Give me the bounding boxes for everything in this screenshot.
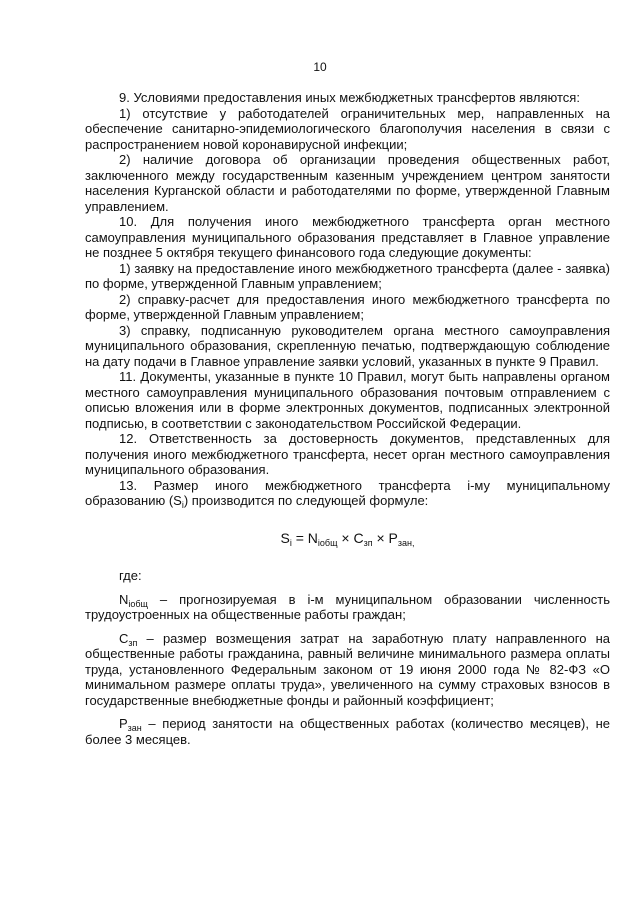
where-label: где: <box>119 568 142 583</box>
definition-p <box>85 716 610 747</box>
page-number: 10 <box>313 60 327 74</box>
paragraph-10: 10. Для получения иного межбюджетного трансферта орган местного самоуправления муниципального образования представляет в Главное управление не позднее 5 октября текущего финансового года следующие документы: <box>85 214 610 260</box>
formula-c-sub: зп <box>363 537 373 548</box>
paragraph-10-item-3: 3) справку, подписанную руководителем органа местного самоуправления муниципального образования, скрепленную печатью, подтверждающую соблюдение на дату подачи в Главное управление заявки условий, указанных в пункте 9 Правил. <box>85 322 610 369</box>
formula-p-sub: зан, <box>397 537 415 548</box>
paragraph-10-item-1: 1) заявку на предоставление иного межбюджетного трансферта (далее - заявка) по форме, утвержденной Главным управлением; <box>85 260 610 291</box>
paragraph-13-subscript: i <box>181 500 184 510</box>
definition-c-symbol: C <box>119 630 129 646</box>
definition-c-text: – размер возмещения затрат на заработную плату направленного на общественные работы гражданина, равный величине минимального размера оплаты труда, установленного Федеральным законом от 19 июня 2000 года № 82-ФЗ «О минимальном размере оплаты труда», увеличенного на сумму страховых взносов в государственные внебюджетные фонды и районный коэффициент; <box>85 630 610 708</box>
formula <box>85 531 610 547</box>
definition-p-sub: зан <box>127 723 142 733</box>
formula-s: S <box>280 529 290 546</box>
paragraph-13-text-a: 13. Размер иного межбюджетного трансферта i-му муниципальному образованию (S <box>85 477 610 508</box>
definition-n-text: – прогнозируемая в i-м муниципальном образовании численность трудоустроенных на общественные работы граждан; <box>85 591 610 622</box>
definition-p-text: – период занятости на общественных работах (количество месяцев), не более 3 месяцев. <box>85 716 610 747</box>
paragraph-9: 9. Условиями предоставления иных межбюджетных трансфертов являются: <box>119 90 580 105</box>
paragraph-10-item-2: 2) справку-расчет для предоставления иного межбюджетного трансферта по форме, утвержденной Главным управлением; <box>85 291 610 322</box>
formula-n-sub: iобщ <box>317 537 338 548</box>
formula-c: × C <box>337 529 364 546</box>
formula-n: = N <box>291 529 318 546</box>
paragraph-11: 11. Документы, указанные в пункте 10 Правил, могут быть направлены органом местного самоуправления муниципального образования почтовым отправлением с описью вложения или в форме электронных документов, подписанных электронной подписью, в соответствии с законодательством Российской Федерации. <box>85 369 610 431</box>
paragraph-12: 12. Ответственность за достоверность документов, представленных для получения иного межбюджетного трансферта, несет орган местного самоуправления муниципального образования. <box>85 431 610 477</box>
definition-c-sub: зп <box>128 637 138 648</box>
paragraph-9-item-1: 1) отсутствие у работодателей ограничительных мер, направленных на обеспечение санитарно-эпидемиологического благополучия населения в связи с распространением новой коронавирусной инфекции; <box>85 105 610 152</box>
definition-n-symbol: N <box>119 591 129 607</box>
formula-s-sub: i <box>289 537 292 548</box>
definition-n <box>85 592 610 623</box>
definition-n-sub: iобщ <box>128 598 148 609</box>
definition-c <box>85 631 610 709</box>
document-body <box>85 90 610 747</box>
formula-p: × P <box>372 529 398 546</box>
paragraph-13 <box>85 478 610 509</box>
definition-p-symbol: P <box>119 716 128 731</box>
paragraph-9-item-2: 2) наличие договора об организации проведения общественных работ, заключенного между государственным казенным учреждением центром занятости населения Курганской области и работодателями по форме, утвержденной Главным управлением. <box>85 152 610 214</box>
paragraph-13-text-b: ) производится по следующей формуле: <box>183 493 429 508</box>
